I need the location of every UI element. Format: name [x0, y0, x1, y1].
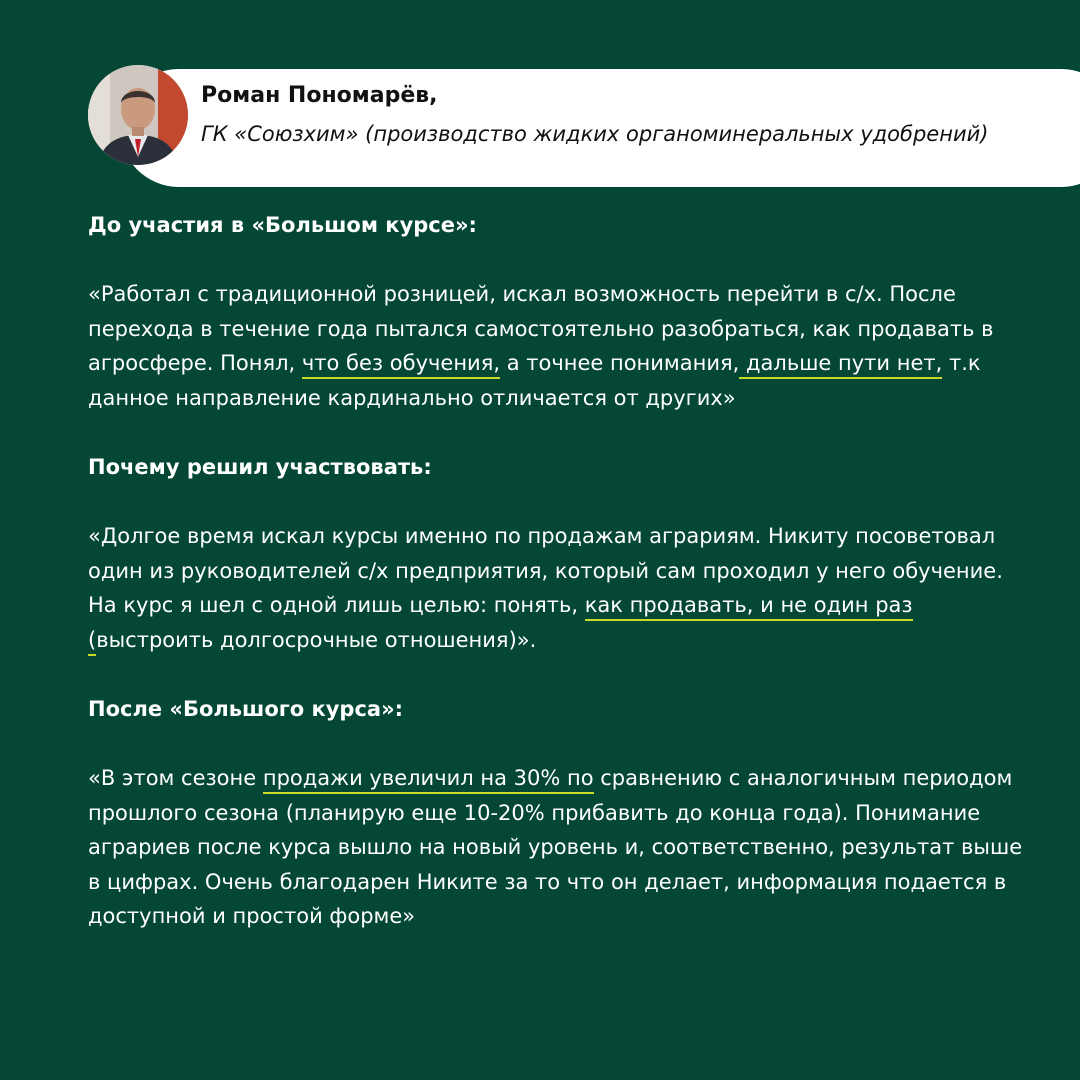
section-title-before: До участия в «Большом курсе»:	[88, 213, 477, 237]
quote-before	[88, 277, 1028, 415]
author-info	[201, 80, 988, 150]
author-photo-icon	[88, 65, 188, 165]
quote-text: т.к данное направление кардинально отличается от других»	[88, 351, 981, 410]
author-name: Роман Пономарёв,	[201, 83, 438, 108]
highlighted-text: как продавать, и не один раз (	[88, 593, 913, 656]
highlighted-text: дальше пути нет,	[739, 351, 942, 379]
author-avatar	[88, 65, 188, 165]
testimonial-content	[88, 207, 1028, 934]
section-title-why: Почему решил участвовать:	[88, 455, 432, 479]
highlighted-text: что без обучения,	[302, 351, 500, 379]
quote-text: а точнее понимания,	[500, 351, 740, 375]
highlighted-text: продажи увеличил на 30% по	[263, 766, 594, 794]
quote-text: выстроить долгосрочные отношения)».	[96, 627, 537, 652]
section-title-after: После «Большого курса»:	[88, 697, 404, 721]
quote-text: «В этом сезоне	[88, 766, 263, 790]
quote-why	[88, 519, 1028, 657]
quote-text: «Долгое время искал курсы именно по продажам аграриям. Никиту посоветовал один из руководителей с/х предприятия, который сам проходил у него обучение. На курс я шел с одной лишь целью: понять,	[88, 524, 1003, 617]
author-company: ГК «Союзхим» (производство жидких органоминеральных удобрений)	[201, 122, 989, 146]
quote-text: «Работал с традиционной розницей, искал возможность перейти в с/х. После перехода в течение года пытался самостоятельно разобраться, как продавать в агросфере. Понял,	[88, 282, 994, 375]
quote-after	[88, 761, 1028, 934]
quote-text: сравнению с аналогичным периодом прошлого сезона (планирую еще 10-20% прибавить до конца года). Понимание аграриев после курса вышло на новый уровень и, соответственно, результат выше в цифрах. Очень благодарен Никите за то что он делает, информация подается в доступной и простой форме»	[88, 766, 1023, 928]
